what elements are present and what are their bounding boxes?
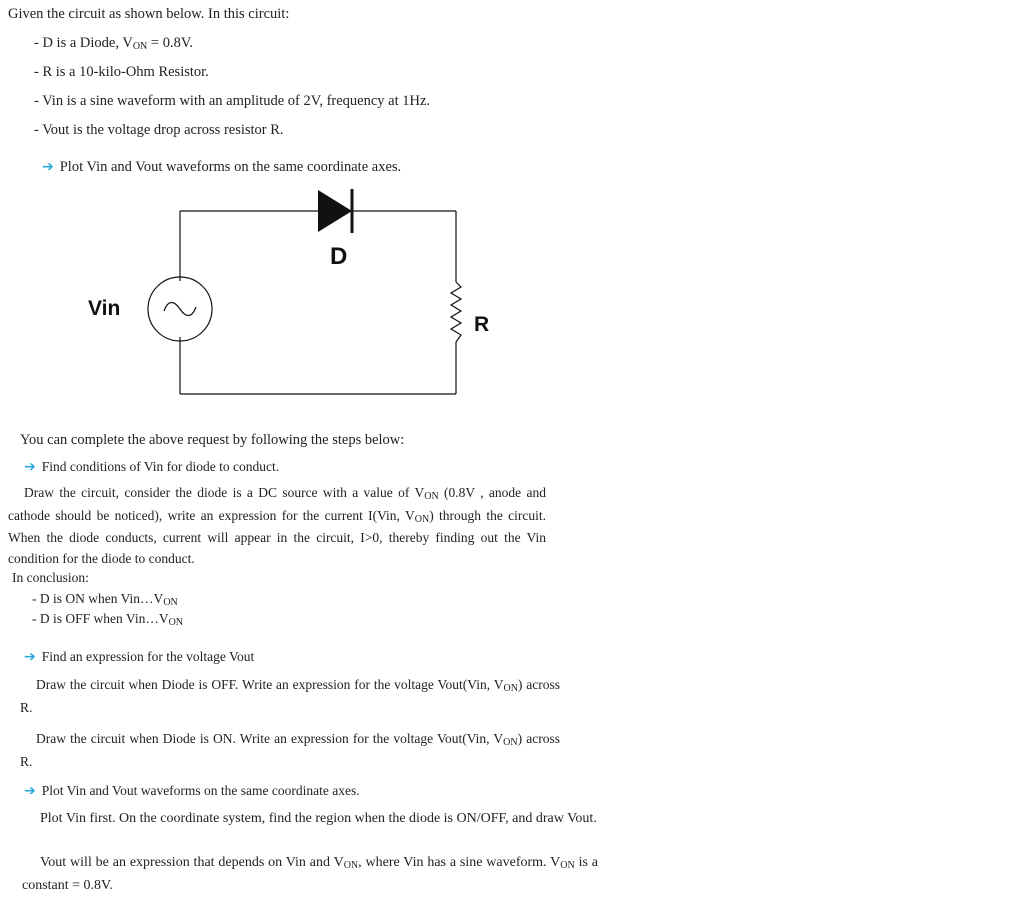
step1-title: Find conditions of Vin for diode to conduct.: [41, 459, 280, 474]
step3-paragraph-1: Plot Vin first. On the coordinate system, find the region when the diode is ON/OFF, and draw Vout.: [40, 811, 597, 826]
step2-off-text-a: Draw the circuit when Diode is OFF. Write an expression for the voltage Vout(Vin, V: [36, 677, 504, 692]
step2-off-paragraph: [20, 675, 560, 718]
subscript-on: ON: [560, 860, 575, 871]
step2-off-text-b: ) across R.: [20, 677, 561, 715]
step3-text-a: Vout will be an expression that depends on Vin and V: [40, 855, 344, 870]
bullet-vin: - Vin is a sine waveform with an amplitude of 2V, frequency at 1Hz.: [34, 93, 431, 109]
resistor-label: R: [474, 313, 490, 336]
arrow-right-icon: ➔: [24, 459, 36, 475]
subscript-on: ON: [503, 737, 518, 748]
arrow-right-icon: ➔: [24, 649, 36, 665]
step1-text-a: Draw the circuit, consider the diode is a DC source with a value of V: [24, 485, 425, 500]
intro-text: Given the circuit as shown below. In this circuit:: [8, 6, 290, 22]
conclusion-off-text: - D is OFF when Vin…V: [32, 611, 169, 626]
conclusion-on: [32, 590, 178, 610]
step2-on-paragraph: [20, 729, 560, 772]
step1-paragraph: [8, 483, 546, 569]
circuit-diagram: [0, 0, 1024, 420]
bullet-diode-text: - D is a Diode, V: [34, 35, 133, 51]
step2-heading: [24, 648, 254, 666]
step3-paragraph-2: [22, 852, 598, 897]
arrow-right-icon: ➔: [24, 783, 36, 799]
subscript-on: ON: [414, 513, 430, 525]
conclusion-label: In conclusion:: [12, 570, 89, 585]
diode-label: D: [330, 243, 348, 270]
bullet-vout: - Vout is the voltage drop across resistor R.: [34, 122, 284, 138]
step2-on-text-a: Draw the circuit when Diode is ON. Write an expression for the voltage Vout(Vin, V: [36, 731, 504, 746]
steps-intro: You can complete the above request by following the steps below:: [20, 432, 405, 448]
conclusion-off: [32, 610, 183, 630]
step1-heading: [24, 458, 279, 476]
subscript-on: ON: [163, 597, 178, 608]
subscript-on: ON: [424, 491, 439, 502]
step2-title: Find an expression for the voltage Vout: [41, 649, 255, 664]
subscript-on: ON: [503, 683, 518, 694]
sine-wave-icon: [164, 302, 196, 315]
step3-text-b: , where Vin has a sine waveform. V: [358, 855, 561, 870]
subscript-on: ON: [343, 860, 359, 871]
subscript-on: ON: [132, 41, 148, 52]
bullet-diode-value: = 0.8V.: [147, 35, 194, 51]
source-label: Vin: [88, 297, 121, 320]
subscript-on: ON: [168, 617, 184, 628]
conclusion-on-text: - D is ON when Vin…V: [32, 591, 164, 606]
step3-title: Plot Vin and Vout waveforms on the same coordinate axes.: [41, 783, 360, 798]
step1-text-b: (0.8V , anode and cathode should be noticed), write an expression for the current I(Vin, V: [8, 485, 546, 523]
step2-on-text-b: ) across R.: [20, 731, 560, 769]
step3-text-c: is a constant = 0.8V.: [22, 855, 598, 893]
step1-text-c: ) through the circuit. When the diode conducts, current will appear in the circuit, I>0, thereby finding out the Vin condition for the diode to conduct.: [8, 507, 546, 566]
diode-symbol: [318, 190, 352, 232]
bullet-resistor: - R is a 10-kilo-Ohm Resistor.: [34, 64, 209, 80]
task-text: Plot Vin and Vout waveforms on the same coordinate axes.: [59, 159, 402, 175]
step3-heading: [24, 782, 360, 800]
arrow-right-icon: ➔: [42, 159, 54, 175]
resistor-symbol: [451, 282, 461, 342]
